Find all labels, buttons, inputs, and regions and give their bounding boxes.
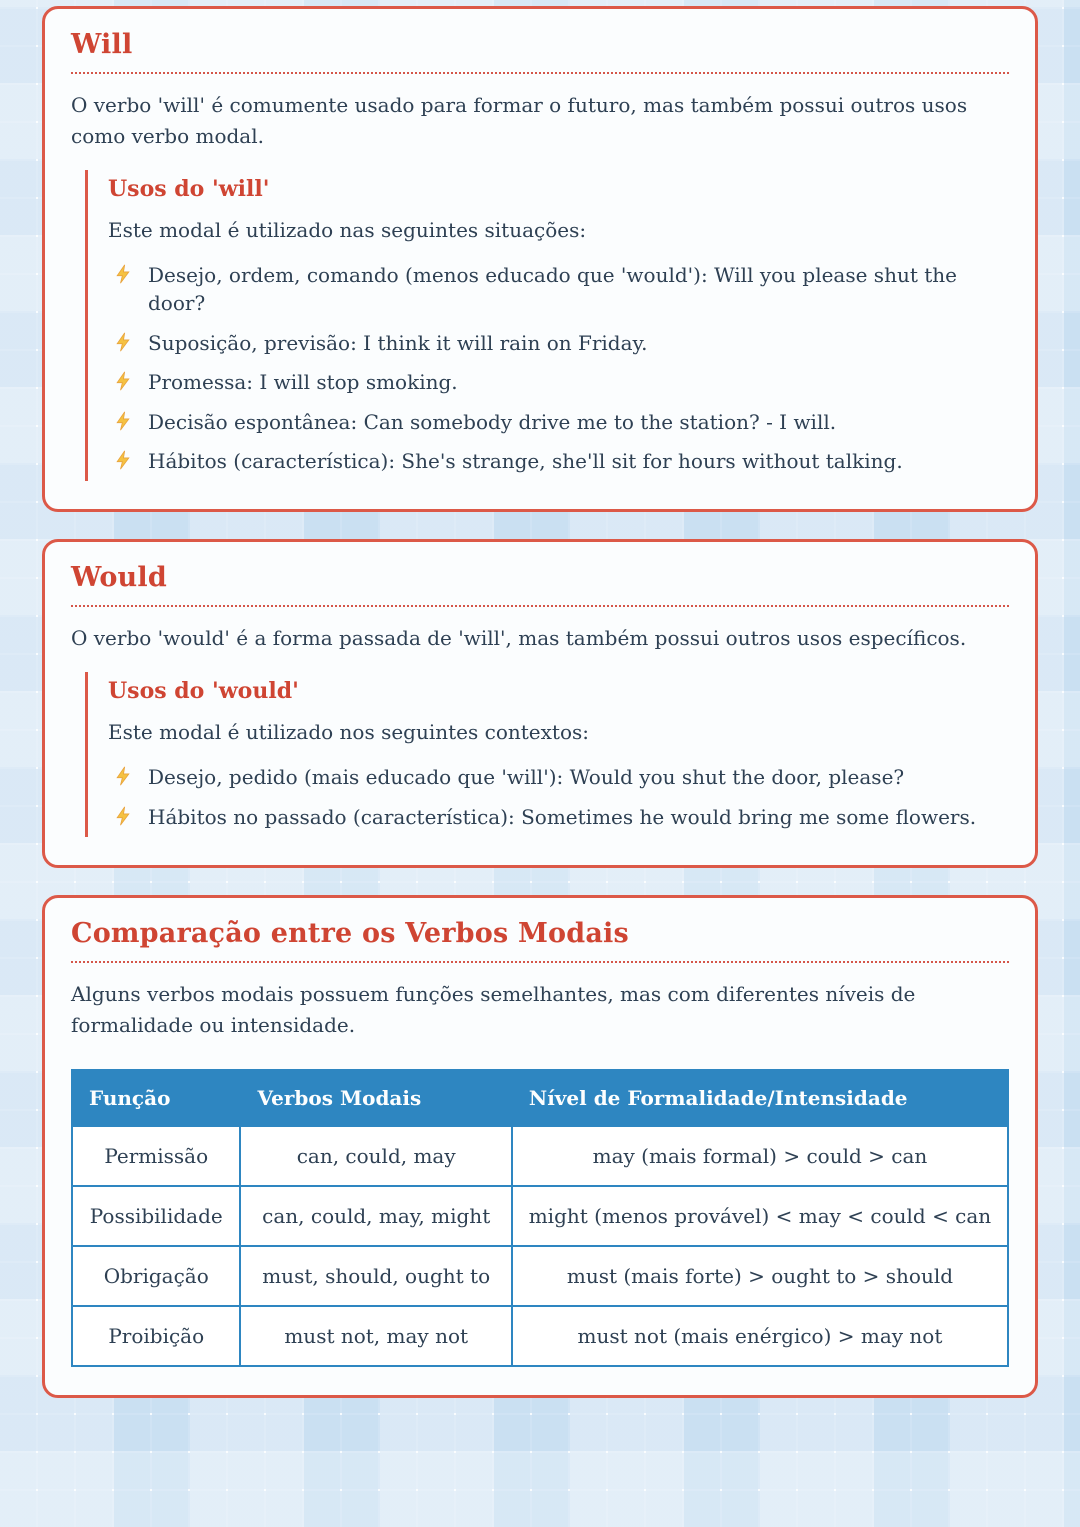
table-cell: might (menos provável) < may < could < can: [512, 1186, 1008, 1246]
list-item: [114, 261, 1009, 318]
subsection-intro: Este modal é utilizado nos seguintes contextos:: [108, 720, 589, 745]
list-item: [114, 803, 1009, 831]
card-will-subsection: [85, 170, 1009, 481]
usage-list: [108, 261, 1009, 479]
table-cell: must not, may not: [240, 1306, 511, 1366]
subsection-title: Usos do 'would': [108, 678, 299, 705]
list-item: [114, 329, 1009, 357]
card-will: [42, 6, 1038, 512]
list-item: [114, 763, 1009, 791]
table-cell: can, could, may: [240, 1126, 511, 1186]
card-would-intro: O verbo 'would' é a forma passada de 'will', mas também possui outros usos específicos.: [71, 626, 967, 651]
column-header-nivel: Nível de Formalidade/Intensidade: [512, 1070, 1008, 1126]
lightning-bolt-icon: [114, 450, 132, 470]
table-row: [72, 1186, 1008, 1246]
column-header-verbos: Verbos Modais: [240, 1070, 511, 1126]
list-item-text: Promessa: I will stop smoking.: [148, 370, 458, 395]
table-cell: must, should, ought to: [240, 1246, 511, 1306]
card-would: [42, 539, 1038, 868]
lightning-bolt-icon: [114, 371, 132, 391]
table-cell: can, could, may, might: [240, 1186, 511, 1246]
table-cell: Permissão: [72, 1126, 240, 1186]
card-will-intro: O verbo 'will' é comumente usado para formar o futuro, mas também possui outros usos como verbo modal.: [71, 93, 968, 148]
table-row: [72, 1126, 1008, 1186]
usage-list: [108, 763, 1009, 835]
table-cell: must (mais forte) > ought to > should: [512, 1246, 1008, 1306]
list-item-text: Desejo, ordem, comando (menos educado que 'would'): Will you please shut the door?: [148, 263, 957, 316]
list-item-text: Decisão espontânea: Can somebody drive me to the station? - I will.: [148, 409, 837, 434]
column-header-funcao: Função: [72, 1070, 240, 1126]
card-would-subsection: [85, 672, 1009, 837]
table-header-row: [72, 1070, 1008, 1126]
card-would-title: Would: [71, 562, 1009, 607]
table-cell: Proibição: [72, 1306, 240, 1366]
table-row: [72, 1306, 1008, 1366]
list-item: [114, 368, 1009, 396]
list-item-text: Hábitos (característica): She's strange, she'll sit for hours without talking.: [148, 448, 903, 473]
subsection-intro: Este modal é utilizado nas seguintes situações:: [108, 218, 587, 242]
card-comparison-intro: Alguns verbos modais possuem funções semelhantes, mas com diferentes níveis de formalidade ou intensidade.: [71, 982, 916, 1038]
lightning-bolt-icon: [114, 806, 132, 826]
modal-verbs-comparison-table: [71, 1069, 1009, 1367]
list-item-text: Hábitos no passado (característica): Sometimes he would bring me some flowers.: [148, 804, 977, 829]
card-comparison-title: Comparação entre os Verbos Modais: [71, 918, 1009, 963]
table-cell: may (mais formal) > could > can: [512, 1126, 1008, 1186]
table-cell: Possibilidade: [72, 1186, 240, 1246]
list-item-text: Desejo, pedido (mais educado que 'will'): Would you shut the door, please?: [148, 765, 905, 790]
list-item: [114, 447, 1009, 475]
lightning-bolt-icon: [114, 264, 132, 284]
list-item: [114, 408, 1009, 436]
lightning-bolt-icon: [114, 411, 132, 431]
list-item-text: Suposição, previsão: I think it will rain on Friday.: [148, 330, 648, 355]
card-comparison: [42, 895, 1038, 1398]
lightning-bolt-icon: [114, 332, 132, 352]
lightning-bolt-icon: [114, 766, 132, 786]
table-cell: Obrigação: [72, 1246, 240, 1306]
table-row: [72, 1246, 1008, 1306]
table-cell: must not (mais enérgico) > may not: [512, 1306, 1008, 1366]
card-will-title: Will: [71, 29, 1009, 74]
subsection-title: Usos do 'will': [108, 176, 270, 202]
